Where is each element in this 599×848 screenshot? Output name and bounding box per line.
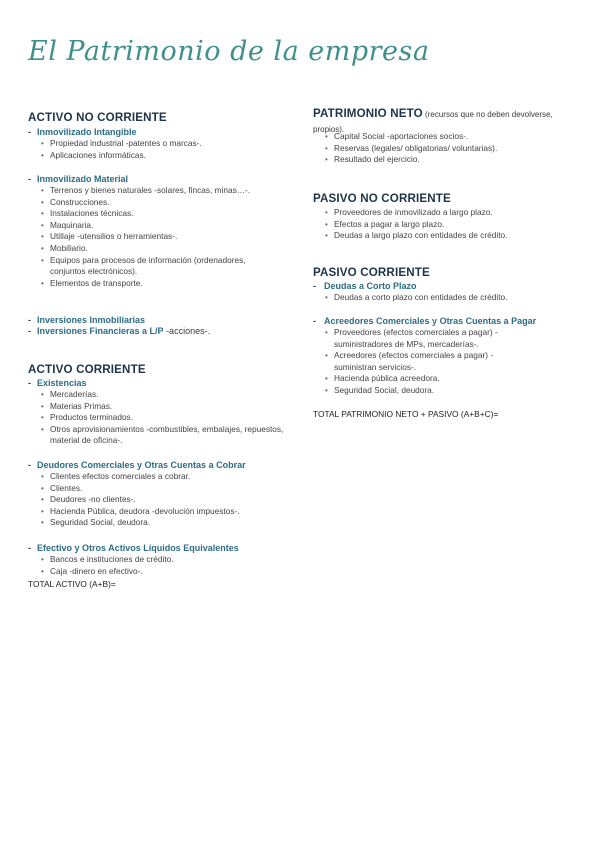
group-title-text: Inversiones Inmobiliarias <box>37 315 146 325</box>
group-title <box>313 316 583 327</box>
list-item: • Deudores -no clientes-. <box>50 494 300 506</box>
dash-icon: - <box>28 315 31 325</box>
list-item: • Efectos a pagar a largo plazo. <box>334 219 583 231</box>
group-deudas-corto-plazo <box>313 281 583 304</box>
dash-icon: - <box>313 281 316 291</box>
list-item: • Aplicaciones informáticas. <box>50 150 298 162</box>
page-title: El Patrimonio de la empresa <box>28 36 430 67</box>
section-heading-pasivo-no-corriente: PASIVO NO CORRIENTE <box>313 192 451 205</box>
list-item: • Construcciones. <box>50 197 280 209</box>
list-item: • Productos terminados. <box>50 412 290 424</box>
section-heading-pasivo-corriente: PASIVO CORRIENTE <box>313 266 430 279</box>
group-inmovilizado-material <box>28 174 298 289</box>
group-title-inversiones-financieras <box>28 326 298 337</box>
group-title-text: Deudas a Corto Plazo <box>324 281 417 291</box>
group-title-note: -acciones-. <box>163 326 211 336</box>
group-title <box>313 281 583 292</box>
section-heading-activo-no-corriente: ACTIVO NO CORRIENTE <box>28 111 167 124</box>
list-item: • Bancos e instituciones de crédito. <box>50 554 298 566</box>
list-item: • Hacienda Pública, deudora -devolución impuestos-. <box>50 506 300 518</box>
list-item: • Terrenos y bienes naturales -solares, fincas, minas…-. <box>50 185 280 197</box>
total-patrimonio-pasivo: TOTAL PATRIMONIO NETO + PASIVO (A+B+C)= <box>313 409 499 419</box>
list-item: • Elementos de transporte. <box>50 278 280 290</box>
group-title <box>28 543 298 554</box>
item-list <box>28 185 280 289</box>
group-pasivo-no-corriente-items <box>313 207 583 242</box>
item-list <box>313 207 583 242</box>
heading-note: (recursos que no deben devolverse, propios). <box>313 110 553 134</box>
list-item: • Instalaciones técnicas. <box>50 208 280 220</box>
list-item: • Acreedores (efectos comerciales a pagar) -suministran servicios-. <box>334 350 514 373</box>
item-list <box>313 327 514 397</box>
section-heading-activo-corriente: ACTIVO CORRIENTE <box>28 363 146 376</box>
item-list <box>28 554 298 577</box>
group-title <box>28 127 298 138</box>
group-patrimonio-neto-items <box>313 131 583 166</box>
list-item: • Caja -dinero en efectivo-. <box>50 566 298 578</box>
list-item: • Capital Social -aportaciones socios-. <box>334 131 583 143</box>
list-item: • Otros aprovisionamientos -combustibles, embalajes, repuestos, material de oficina-. <box>50 424 290 447</box>
list-item: • Utillaje -utensilios o herramientas-. <box>50 231 280 243</box>
group-title-text: Efectivo y Otros Activos Líquidos Equivalentes <box>37 543 239 553</box>
dash-icon: - <box>28 127 31 137</box>
list-item: • Seguridad Social, deudora. <box>50 517 300 529</box>
group-title-text: Existencias <box>37 378 87 388</box>
item-list <box>313 292 583 304</box>
group-title <box>28 378 298 389</box>
dash-icon: - <box>313 316 316 326</box>
group-inmovilizado-intangible <box>28 127 298 161</box>
group-title-inversiones-inmobiliarias <box>28 315 298 326</box>
item-list <box>28 389 290 447</box>
list-item: • Mercaderías. <box>50 389 290 401</box>
list-item: • Reservas (legales/ obligatorias/ voluntarias). <box>334 143 583 155</box>
heading-text: PATRIMONIO NETO <box>313 107 423 120</box>
list-item: • Proveedores de inmovilizado a largo plazo. <box>334 207 583 219</box>
list-item: • Equipos para procesos de información (ordenadores, conjuntos electrónicos). <box>50 255 280 278</box>
group-title-text: Inmovilizado Intangible <box>37 127 137 137</box>
dash-icon: - <box>28 326 31 336</box>
dash-icon: - <box>28 460 31 470</box>
item-list <box>28 138 298 161</box>
total-activo: TOTAL ACTIVO (A+B)= <box>28 579 116 589</box>
group-acreedores-comerciales <box>313 316 583 397</box>
group-efectivo <box>28 543 298 577</box>
group-title-text: Acreedores Comerciales y Otras Cuentas a Pagar <box>324 316 537 326</box>
list-item: • Hacienda pública acreedora. <box>334 373 514 385</box>
list-item: • Clientes. <box>50 483 300 495</box>
group-title-text: Deudores Comerciales y Otras Cuentas a Cobrar <box>37 460 246 470</box>
group-inversiones <box>28 315 298 337</box>
list-item: • Propiedad industrial -patentes o marcas-. <box>50 138 298 150</box>
list-item: • Maquinaria. <box>50 220 280 232</box>
group-title-text: Inversiones Financieras a L/P <box>37 326 164 336</box>
dash-icon: - <box>28 174 31 184</box>
item-list <box>28 471 300 529</box>
list-item: • Seguridad Social, deudora. <box>334 385 514 397</box>
list-item: • Proveedores (efectos comerciales a pagar) -suministradores de MPs, mercaderías-. <box>334 327 514 350</box>
item-list <box>313 131 583 166</box>
group-deudores-comerciales <box>28 460 298 529</box>
group-title-text: Inmovilizado Material <box>37 174 129 184</box>
list-item: • Deudas a largo plazo con entidades de crédito. <box>334 230 583 242</box>
group-title <box>28 174 298 185</box>
list-item: • Materias Primas. <box>50 401 290 413</box>
list-item: • Clientes efectos comerciales a cobrar. <box>50 471 300 483</box>
list-item: • Resultado del ejercicio. <box>334 154 583 166</box>
list-item: • Mobiliario. <box>50 243 280 255</box>
dash-icon: - <box>28 543 31 553</box>
list-item: • Deudas a corto plazo con entidades de crédito. <box>334 292 583 304</box>
dash-icon: - <box>28 378 31 388</box>
group-title <box>28 460 298 471</box>
group-existencias <box>28 378 298 447</box>
